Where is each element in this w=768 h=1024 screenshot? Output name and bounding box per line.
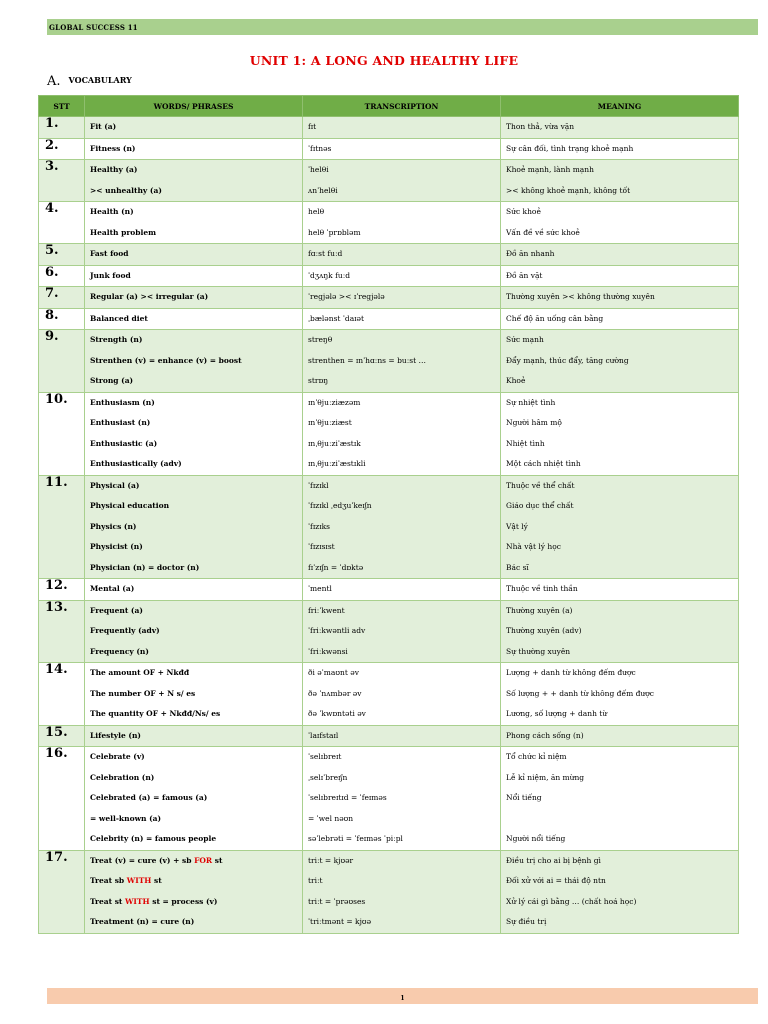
- words-cell: [85, 287, 303, 309]
- section-heading: [47, 74, 132, 89]
- words-cell: [85, 850, 303, 933]
- word-text: Treat (v) = cure (v) + sb: [90, 855, 195, 865]
- row-number: 6.: [39, 265, 85, 287]
- word-entry: Strong (a): [90, 376, 134, 385]
- meaning-cell: [501, 725, 739, 747]
- highlighted-preposition: WITH: [126, 876, 152, 885]
- meaning-entry: Khoẻ mạnh, lành mạnh: [506, 165, 594, 174]
- column-header-transcription: TRANSCRIPTION: [303, 96, 501, 117]
- transcription-entry: ˌselɪˈbreɪʃn: [308, 772, 348, 782]
- meaning-cell: [501, 138, 739, 160]
- words-cell: [85, 265, 303, 287]
- meaning-entry: Sức mạnh: [506, 335, 544, 344]
- table-header-row: [39, 96, 739, 117]
- row-number: 5.: [39, 244, 85, 266]
- transcription-entry: ˈfriːkwənsi: [308, 646, 348, 656]
- row-number: 11.: [39, 475, 85, 579]
- column-header-meaning: MEANING: [501, 96, 739, 117]
- trans-cell: [303, 663, 501, 726]
- transcription-entry: ˈtriːtmənt = kjʊə: [308, 917, 372, 926]
- trans-cell: [303, 850, 501, 933]
- meaning-cell: [501, 202, 739, 244]
- meaning-cell: [501, 579, 739, 601]
- transcription-entry: fɑːst fuːd: [308, 249, 343, 258]
- table-row: [39, 725, 739, 747]
- word-entry: Celebrate (v): [90, 752, 145, 761]
- table-row: [39, 475, 739, 579]
- table-row: [39, 138, 739, 160]
- row-number: 7.: [39, 287, 85, 309]
- word-entry: Mental (a): [90, 584, 135, 593]
- table-row: [39, 287, 739, 309]
- page-header-bar: [47, 19, 758, 35]
- row-number: 16.: [39, 747, 85, 851]
- table-row: [39, 663, 739, 726]
- word-entry: Health (n): [90, 207, 134, 216]
- meaning-entry: Một cách nhiệt tình: [506, 459, 581, 468]
- word-entry: Physics (n): [90, 521, 137, 531]
- transcription-entry: strenthen = ɪnˈhɑːns = buːst …: [308, 355, 426, 365]
- transcription-entry: ˈmentl: [308, 584, 332, 593]
- row-number: 9.: [39, 330, 85, 393]
- transcription-entry: ˈfɪzɪkl ˌedʒuˈkeɪʃn: [308, 501, 372, 510]
- transcription-entry: ɪnˌθjuːziˈæstɪk: [308, 438, 361, 448]
- word-text: Treat sb: [90, 876, 127, 885]
- row-number: 10.: [39, 392, 85, 475]
- words-cell: [85, 725, 303, 747]
- word-text: Treat st: [90, 896, 125, 906]
- word-text: st = process (v): [149, 896, 218, 906]
- meaning-entry: Đồ ăn vặt: [506, 270, 543, 280]
- meaning-entry: Đẩy mạnh, thúc đẩy, tăng cường: [506, 355, 629, 365]
- transcription-entry: = ˈwel nəʊn: [308, 813, 354, 823]
- meaning-entry: Người hâm mộ: [506, 418, 562, 427]
- trans-cell: [303, 392, 501, 475]
- meaning-cell: [501, 117, 739, 139]
- transcription-entry: ˌbælənst ˈdaɪət: [308, 313, 365, 323]
- meaning-entry: Nhiệt tình: [506, 438, 545, 448]
- meaning-cell: [501, 392, 739, 475]
- words-cell: [85, 747, 303, 851]
- meaning-entry: Người nổi tiếng: [506, 834, 566, 843]
- transcription-entry: ˈselɪbreɪtɪd = ˈfeɪməs: [308, 793, 387, 802]
- table-row: [39, 850, 739, 933]
- word-entry: Celebration (n): [90, 772, 155, 782]
- table-row: [39, 160, 739, 202]
- table-row: [39, 330, 739, 393]
- word-entry: >< unhealthy (a): [90, 185, 162, 195]
- word-entry: Frequent (a): [90, 605, 143, 615]
- row-number: 2.: [39, 138, 85, 160]
- trans-cell: [303, 725, 501, 747]
- word-text: st: [151, 876, 162, 885]
- transcription-entry: ˈselɪbreɪt: [308, 752, 342, 761]
- word-entry: Fit (a): [90, 122, 117, 131]
- highlighted-preposition: WITH: [125, 896, 150, 906]
- table-row: [39, 308, 739, 330]
- row-number: 17.: [39, 850, 85, 933]
- row-number: 13.: [39, 600, 85, 663]
- trans-cell: [303, 475, 501, 579]
- page-title: UNIT 1: A LONG AND HEALTHY LIFE: [249, 53, 519, 68]
- meaning-cell: [501, 265, 739, 287]
- words-cell: [85, 160, 303, 202]
- table-body: [39, 117, 739, 934]
- word-entry: [85, 912, 302, 933]
- section-label: VOCABULARY: [68, 75, 132, 85]
- meaning-entry: Sự cân đối, tình trạng khoẻ mạnh: [506, 143, 634, 153]
- transcription-entry: ˈfriːkwəntli adv: [308, 626, 366, 635]
- word-entry: Celebrity (n) = famous people: [90, 834, 217, 843]
- transcription-entry: ˈfɪtnəs: [308, 143, 332, 153]
- trans-cell: [303, 287, 501, 309]
- meaning-entry: Khoẻ: [506, 376, 526, 385]
- row-number: 14.: [39, 663, 85, 726]
- meaning-entry: Tổ chức kỉ niệm: [506, 752, 567, 761]
- words-cell: [85, 663, 303, 726]
- trans-cell: [303, 579, 501, 601]
- meaning-entry: Thuộc về thể chất: [506, 480, 575, 490]
- word-entry: Physical education: [90, 501, 170, 510]
- meaning-entry: Nổi tiếng: [506, 793, 542, 802]
- table-row: [39, 244, 739, 266]
- transcription-entry: ðə ˈnʌmbər əv: [308, 688, 362, 698]
- word-entry: Strenthen (v) = enhance (v) = boost: [90, 355, 242, 365]
- row-number: 4.: [39, 202, 85, 244]
- word-entry: = well-known (a): [90, 813, 162, 823]
- words-cell: [85, 308, 303, 330]
- words-cell: [85, 244, 303, 266]
- trans-cell: [303, 265, 501, 287]
- meaning-entry: Thường xuyên (a): [506, 605, 573, 615]
- row-number: 15.: [39, 725, 85, 747]
- transcription-entry: strɒŋ: [308, 376, 329, 385]
- meaning-cell: [501, 308, 739, 330]
- transcription-entry: ˈhelθi: [308, 165, 329, 174]
- meaning-entry: Xử lý cái gì bằng … (chất hoá học): [506, 896, 637, 906]
- word-entry: [85, 851, 302, 872]
- word-entry: Fitness (n): [90, 143, 136, 153]
- words-cell: [85, 330, 303, 393]
- word-entry: The amount OF + Nkđđ: [90, 668, 190, 677]
- word-entry: Enthusiasm (n): [90, 397, 155, 407]
- table-row: [39, 117, 739, 139]
- meaning-entry: Số lượng + + danh từ không đếm được: [506, 688, 654, 698]
- meaning-entry: Phong cách sống (n): [506, 730, 584, 740]
- row-number: 12.: [39, 579, 85, 601]
- meaning-cell: [501, 244, 739, 266]
- trans-cell: [303, 160, 501, 202]
- meaning-entry: >< không khoẻ mạnh, không tốt: [506, 185, 631, 195]
- words-cell: [85, 138, 303, 160]
- meaning-entry: Sự nhiệt tình: [506, 397, 556, 407]
- meaning-entry: Bác sĩ: [506, 562, 529, 572]
- meaning-entry: Lễ kỉ niệm, ăn mừng: [506, 772, 585, 782]
- meaning-entry: Đối xử với ai = thái độ ntn: [506, 876, 606, 885]
- transcription-entry: ˈfɪzɪks: [308, 521, 330, 531]
- column-header-stt: STT: [39, 96, 85, 117]
- words-cell: [85, 475, 303, 579]
- meaning-cell: [501, 330, 739, 393]
- word-entry: Fast food: [90, 249, 129, 258]
- page-footer-bar: [47, 988, 758, 1004]
- transcription-entry: helθ: [308, 207, 325, 216]
- meaning-entry: Vật lý: [506, 521, 528, 531]
- trans-cell: [303, 747, 501, 851]
- transcription-entry: helθ ˈprɒbləm: [308, 227, 361, 237]
- words-cell: [85, 202, 303, 244]
- meaning-cell: [501, 663, 739, 726]
- word-entry: Physical (a): [90, 480, 140, 490]
- transcription-entry: triːt: [308, 876, 323, 885]
- table-row: [39, 265, 739, 287]
- transcription-entry: səˈlebrəti = ˈfeɪməs ˈpiːpl: [308, 834, 403, 843]
- transcription-entry: ˈreɡjələ >< ɪˈreɡjələ: [308, 292, 385, 301]
- word-entry: Physician (n) = doctor (n): [90, 562, 200, 572]
- transcription-entry: ˈfɪzɪsɪst: [308, 542, 335, 551]
- transcription-entry: fɪt: [308, 122, 317, 131]
- meaning-entry: Sức khoẻ: [506, 207, 541, 216]
- meaning-entry: Lượng + danh từ không đếm được: [506, 668, 636, 677]
- transcription-entry: fɪˈzɪʃn = ˈdɒktə: [308, 562, 364, 572]
- word-entry: Lifestyle (n): [90, 730, 141, 740]
- word-text: Treatment (n) = cure (n): [90, 917, 195, 926]
- words-cell: [85, 579, 303, 601]
- column-header-words: WORDS/ PHRASES: [85, 96, 303, 117]
- table-row: [39, 600, 739, 663]
- word-entry: Enthusiastically (adv): [90, 459, 182, 468]
- meaning-entry: Điều trị cho ai bị bệnh gì: [506, 855, 601, 865]
- transcription-entry: ˈdʒʌŋk fuːd: [308, 270, 351, 280]
- words-cell: [85, 117, 303, 139]
- section-letter: A.: [47, 74, 61, 89]
- word-entry: Strength (n): [90, 335, 143, 344]
- meaning-cell: [501, 475, 739, 579]
- meaning-entry: Sự thường xuyên: [506, 646, 571, 656]
- word-text: st: [212, 855, 223, 865]
- meaning-entry: Thường xuyên (adv): [506, 626, 582, 635]
- word-entry: The number OF + N s/ es: [90, 688, 196, 698]
- meaning-entry: Đồ ăn nhanh: [506, 249, 555, 258]
- row-number: 1.: [39, 117, 85, 139]
- meaning-cell: [501, 287, 739, 309]
- transcription-entry: ˈlaɪfstaɪl: [308, 730, 339, 740]
- highlighted-preposition: FOR: [194, 855, 213, 865]
- word-entry: Junk food: [90, 270, 131, 280]
- table-row: [39, 202, 739, 244]
- table-row: [39, 747, 739, 851]
- transcription-entry: friːˈkwent: [308, 605, 345, 615]
- meaning-entry: Thường xuyên >< không thường xuyên: [506, 292, 655, 301]
- word-entry: Frequency (n): [90, 646, 149, 656]
- table-row: [39, 579, 739, 601]
- page-number: 1: [400, 995, 405, 1002]
- table-row: [39, 392, 739, 475]
- transcription-entry: streŋθ: [308, 335, 333, 344]
- word-entry: [85, 892, 302, 913]
- transcription-entry: ɪnˌθjuːziˈæstɪkli: [308, 459, 366, 468]
- meaning-entry: Lương, số lượng + danh từ: [506, 709, 608, 718]
- trans-cell: [303, 600, 501, 663]
- word-entry: [85, 871, 302, 892]
- vocabulary-table: [38, 95, 739, 934]
- meaning-entry: Giáo dục thể chất: [506, 501, 574, 510]
- word-entry: Healthy (a): [90, 165, 138, 174]
- trans-cell: [303, 330, 501, 393]
- word-entry: Regular (a) >< irregular (a): [90, 292, 209, 301]
- meaning-cell: [501, 747, 739, 851]
- word-entry: The quantity OF + Nkđđ/Ns/ es: [90, 709, 221, 718]
- word-entry: Enthusiastic (a): [90, 438, 158, 448]
- trans-cell: [303, 244, 501, 266]
- word-entry: Health problem: [90, 227, 157, 237]
- transcription-entry: ʌnˈhelθi: [308, 185, 338, 195]
- meaning-cell: [501, 160, 739, 202]
- meaning-entry: Thuộc về tinh thần: [506, 584, 578, 593]
- words-cell: [85, 392, 303, 475]
- header-text: GLOBAL SUCCESS 11: [49, 23, 138, 32]
- words-cell: [85, 600, 303, 663]
- transcription-entry: ˈfɪzɪkl: [308, 480, 329, 490]
- trans-cell: [303, 202, 501, 244]
- word-entry: Celebrated (a) = famous (a): [90, 793, 208, 802]
- word-entry: Frequently (adv): [90, 626, 160, 635]
- meaning-entry: Chế độ ăn uống cân bằng: [506, 313, 604, 323]
- trans-cell: [303, 308, 501, 330]
- meaning-entry: Thon thả, vừa vặn: [506, 122, 575, 131]
- row-number: 3.: [39, 160, 85, 202]
- transcription-entry: ði əˈmaʊnt əv: [308, 668, 359, 677]
- word-entry: Enthusiast (n): [90, 418, 151, 427]
- trans-cell: [303, 138, 501, 160]
- meaning-entry: Sự điều trị: [506, 917, 547, 926]
- meaning-entry: Nhà vật lý học: [506, 542, 561, 551]
- meaning-cell: [501, 850, 739, 933]
- meaning-cell: [501, 600, 739, 663]
- transcription-entry: ɪnˈθjuːziæst: [308, 418, 352, 427]
- meaning-entry: [501, 809, 738, 830]
- transcription-entry: ɪnˈθjuːziæzəm: [308, 397, 361, 407]
- row-number: 8.: [39, 308, 85, 330]
- transcription-entry: triːt = ˈprəʊses: [308, 896, 366, 906]
- transcription-entry: triːt = kjʊər: [308, 855, 354, 865]
- meaning-entry: Vấn đề về sức khoẻ: [506, 227, 580, 237]
- trans-cell: [303, 117, 501, 139]
- word-entry: Physicist (n): [90, 542, 143, 551]
- word-entry: Balanced diet: [90, 313, 148, 323]
- transcription-entry: ðə ˈkwɒntəti əv: [308, 709, 366, 718]
